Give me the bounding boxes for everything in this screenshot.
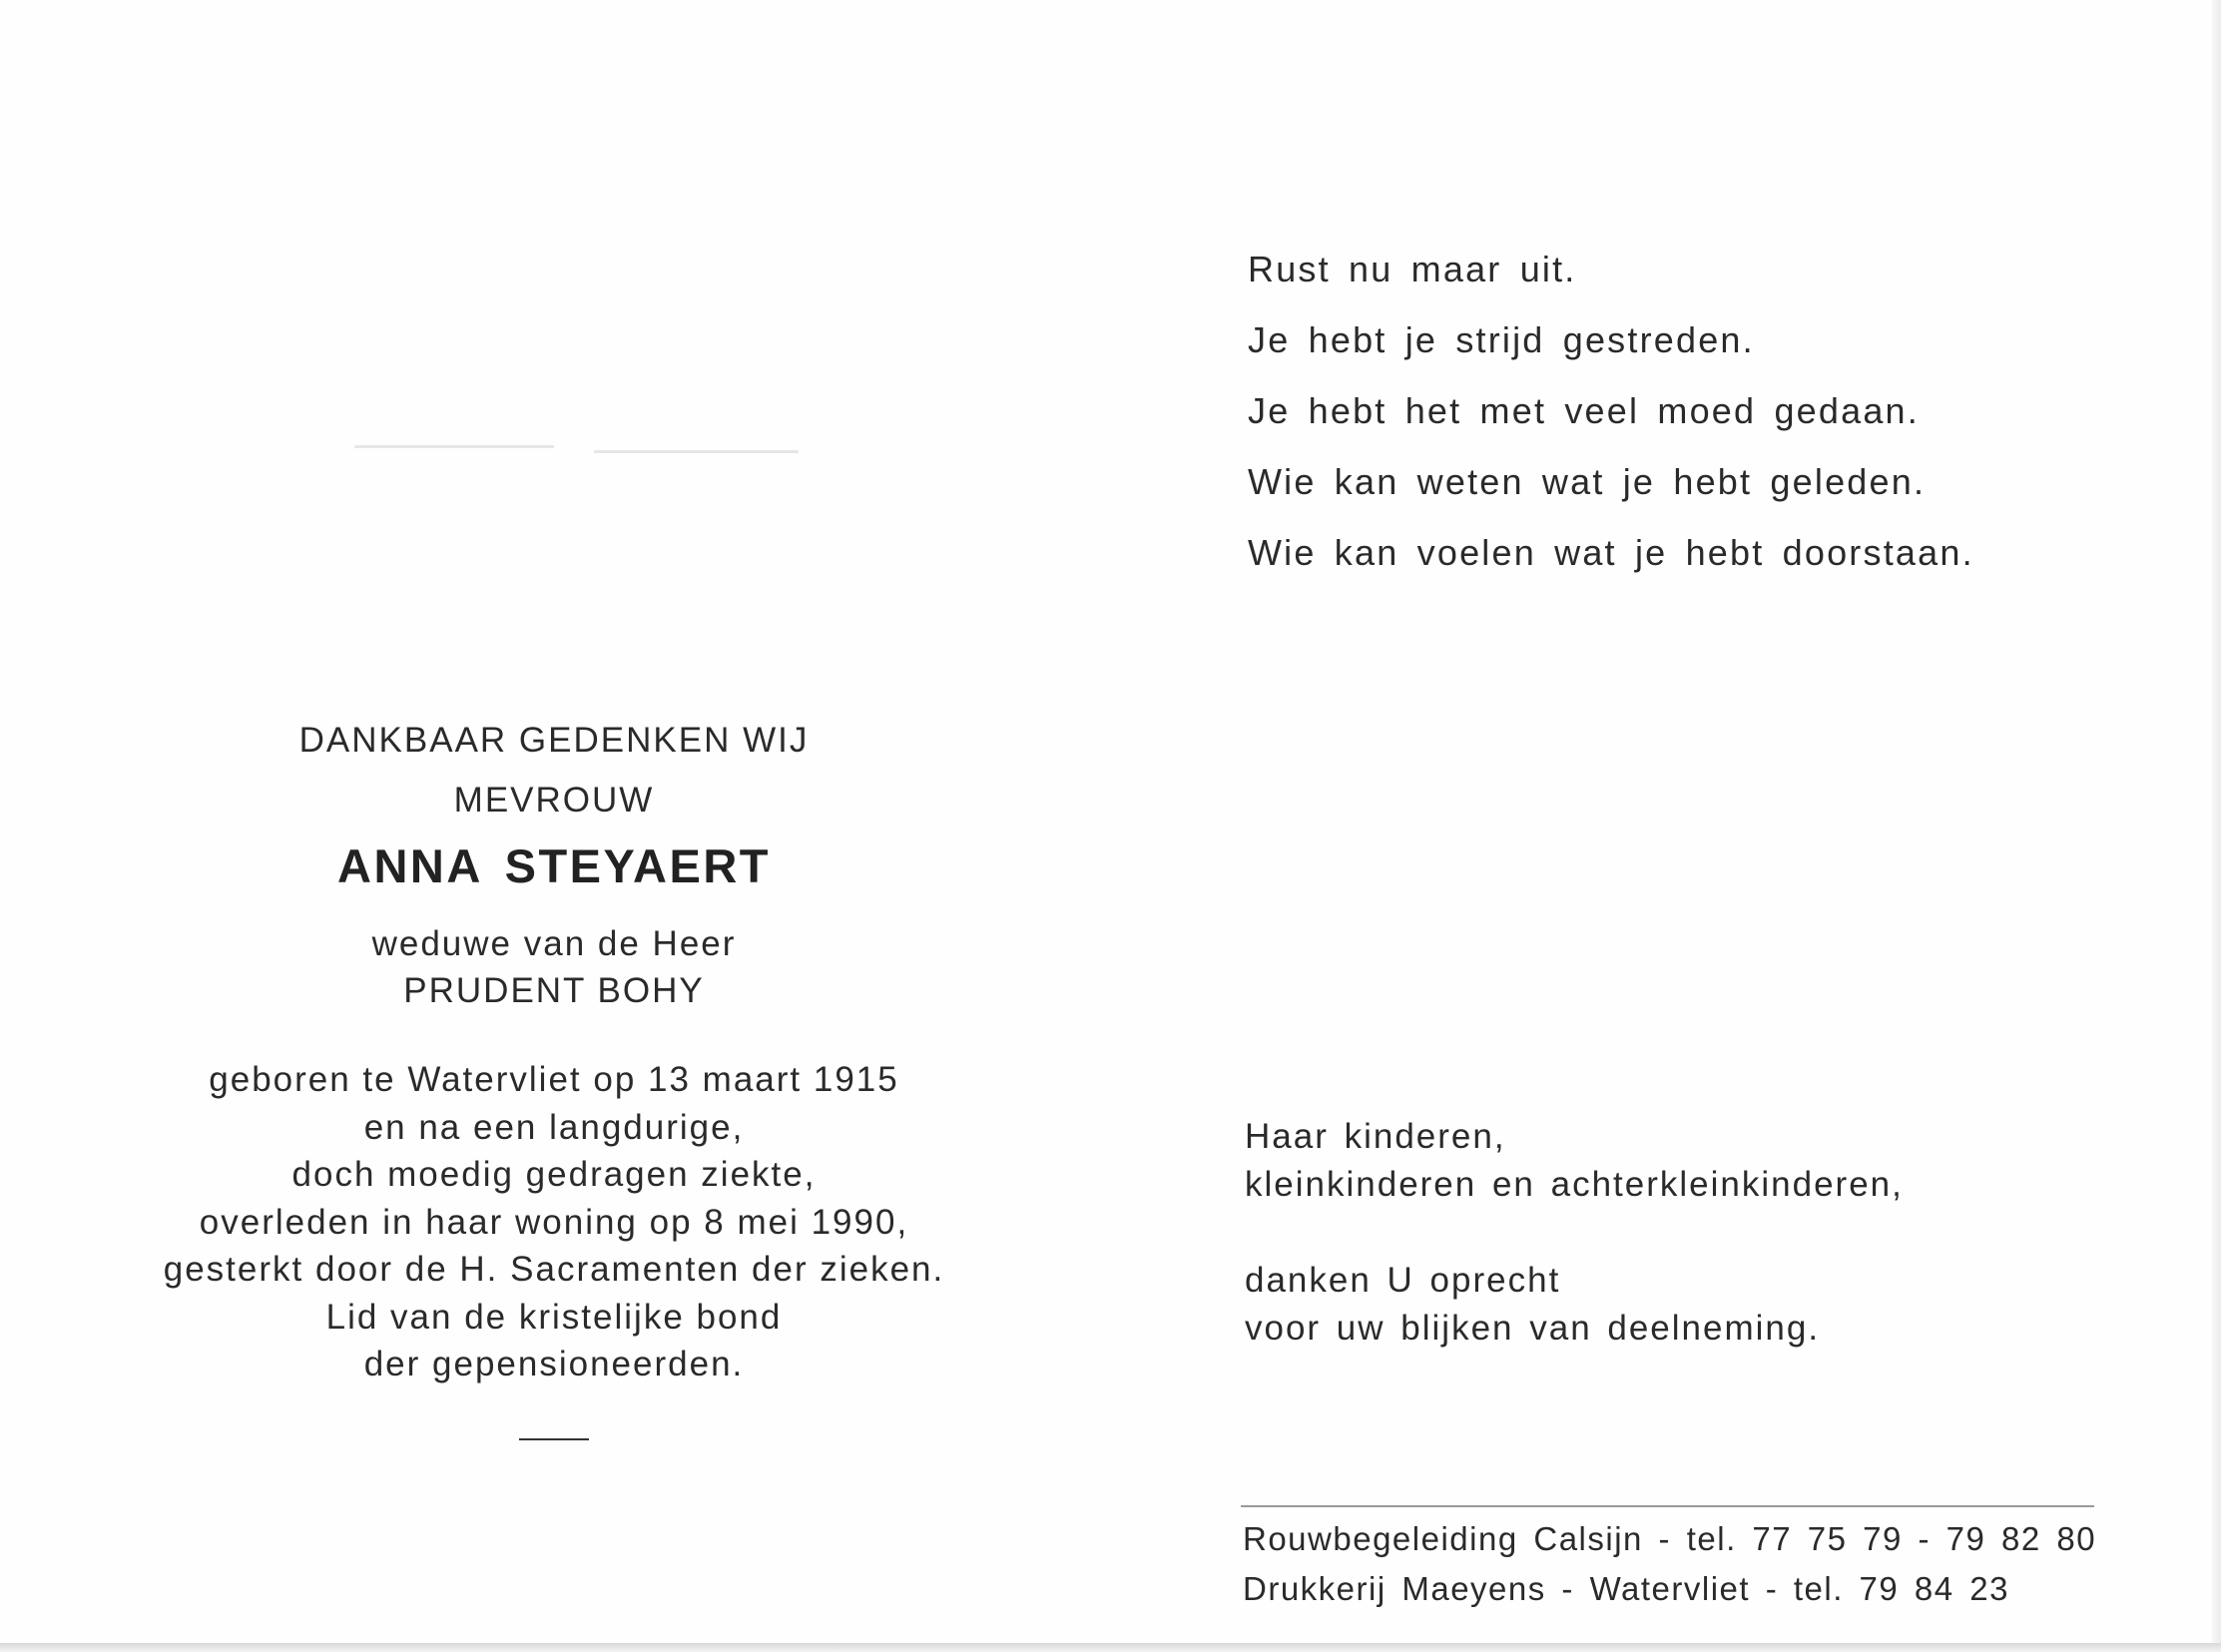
family-line: Haar kinderen, xyxy=(1245,1117,1506,1156)
intro-heading: DANKBAAR GEDENKEN WIJ xyxy=(298,721,810,760)
poem-line: Je hebt je strijd gestreden. xyxy=(1248,319,1755,360)
widow-of: weduwe van de Heer xyxy=(371,924,737,963)
bio-line: der gepensioneerden. xyxy=(363,1345,745,1383)
poem-line: Wie kan voelen wat je hebt doorstaan. xyxy=(1248,532,1974,573)
footer-line: Rouwbegeleiding Calsijn - tel. 77 75 79 - 79 82 80 xyxy=(1243,1520,2097,1557)
poem xyxy=(1248,248,2146,602)
fold-mark xyxy=(594,450,799,453)
thanks-block xyxy=(1245,1113,2183,1353)
family-line: kleinkinderen en achterkleinkinderen, xyxy=(1245,1165,1904,1204)
honorific: MEVROUW xyxy=(453,781,655,820)
footer-line: Drukkerij Maeyens - Watervliet - tel. 79 84 23 xyxy=(1243,1570,2010,1607)
card-edge xyxy=(2212,0,2221,1652)
poem-line: Rust nu maar uit. xyxy=(1248,249,1577,289)
bio-line: overleden in haar woning op 8 mei 1990, xyxy=(199,1202,909,1242)
bio-line: en na een langdurige, xyxy=(363,1107,745,1147)
thanks-line: voor uw blijken van deelneming. xyxy=(1245,1309,1821,1348)
fold-mark xyxy=(354,445,554,448)
bio-line: gesterkt door de H. Sacramenten der zieken. xyxy=(163,1250,945,1289)
bio-line: doch moedig gedragen ziekte, xyxy=(291,1155,817,1194)
card-edge xyxy=(0,1643,2221,1652)
bio-line: Lid van de kristelijke bond xyxy=(325,1297,783,1337)
footer xyxy=(1243,1514,2141,1614)
thanks-line: danken U oprecht xyxy=(1245,1261,1561,1300)
footer-divider xyxy=(1241,1505,2094,1507)
memorial-text xyxy=(100,719,1008,1440)
deceased-name: ANNA STEYAERT xyxy=(337,839,771,892)
bio-line: geboren te Watervliet op 13 maart 1915 xyxy=(209,1060,899,1099)
poem-line: Je hebt het met veel moed gedaan. xyxy=(1248,390,1920,431)
divider xyxy=(519,1438,589,1440)
husband-name: PRUDENT BOHY xyxy=(403,971,705,1010)
poem-line: Wie kan weten wat je hebt geleden. xyxy=(1248,461,1927,502)
